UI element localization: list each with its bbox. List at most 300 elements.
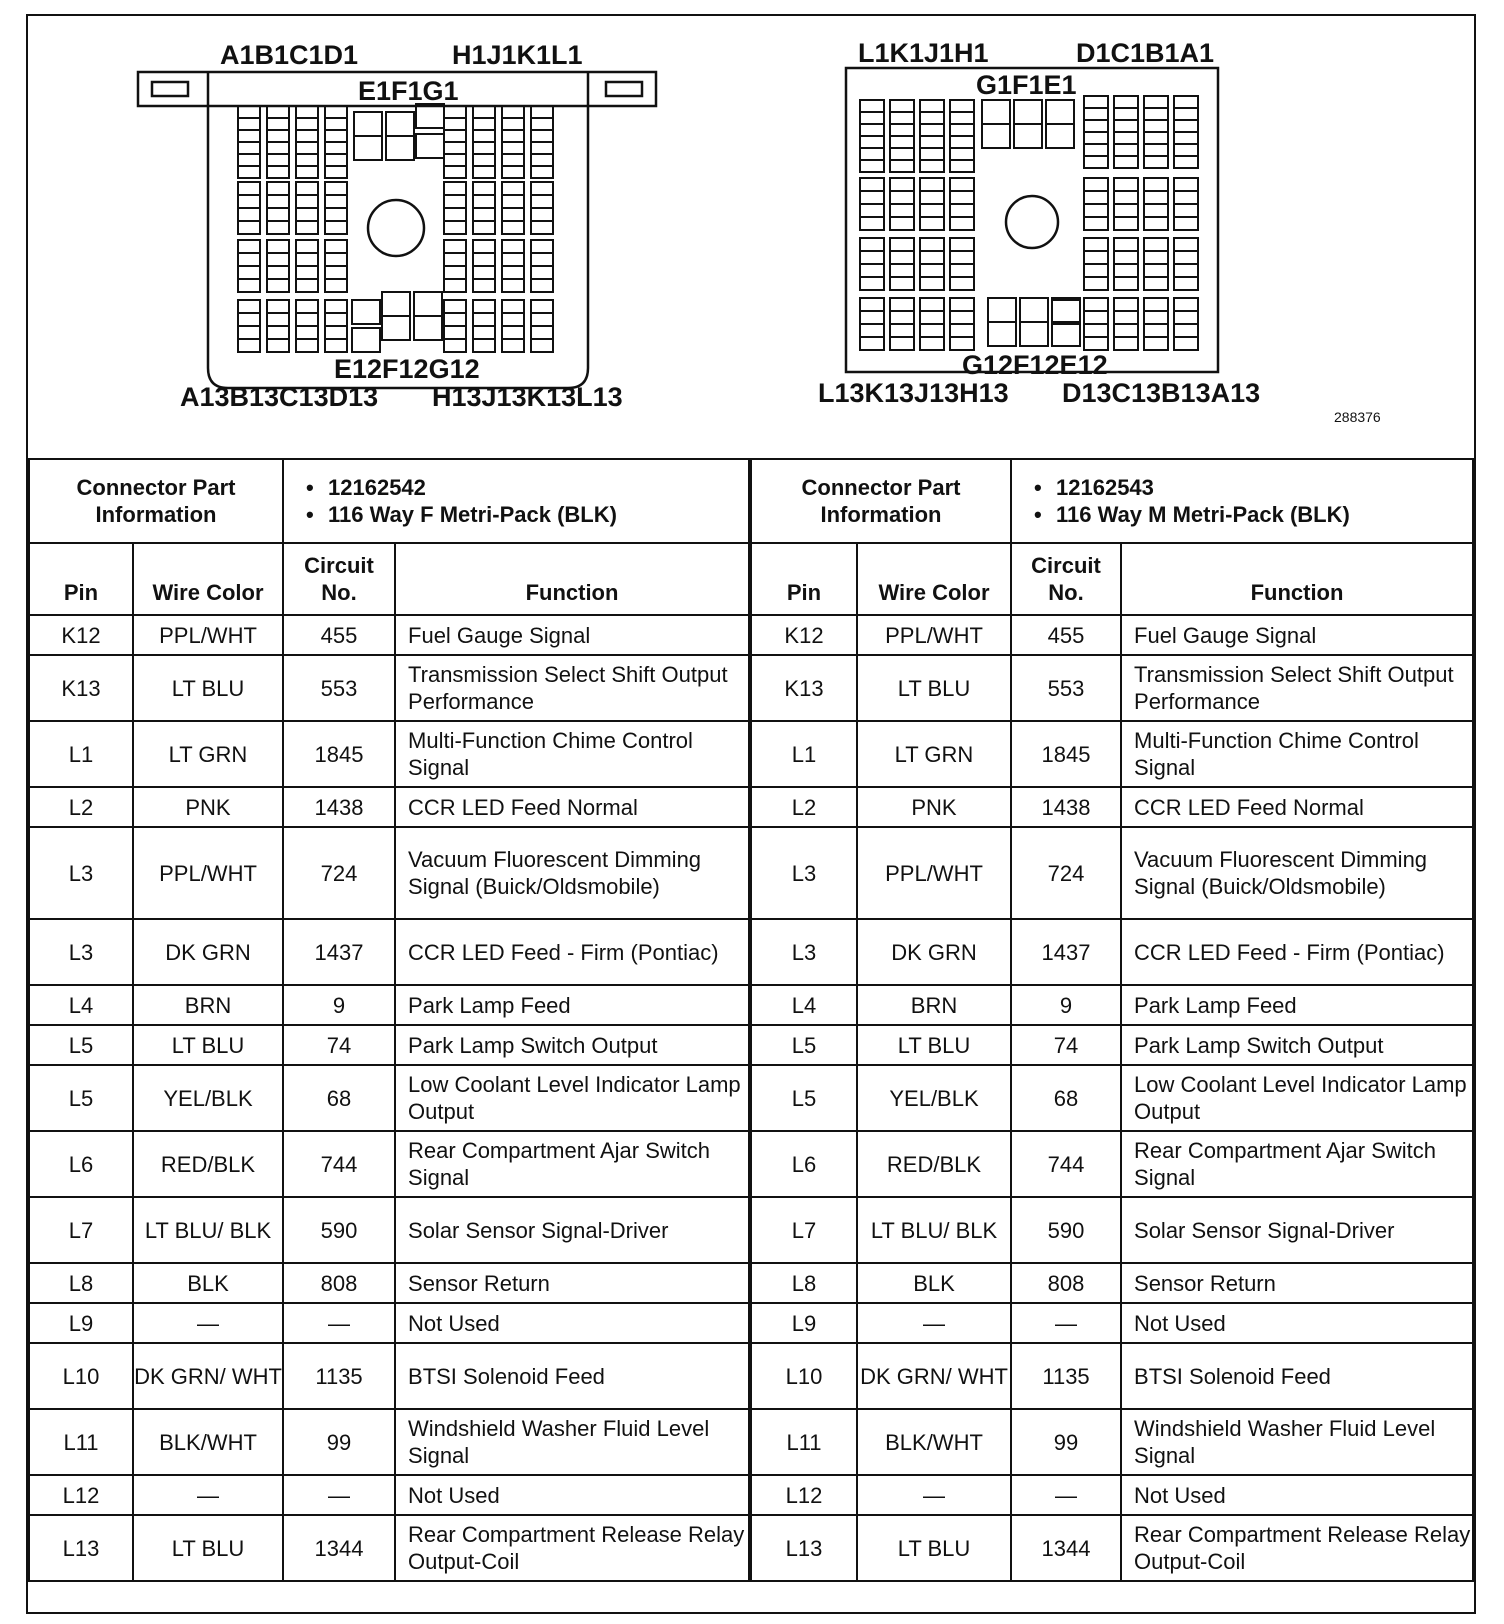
female-info-label: Connector Part Information: [29, 459, 283, 543]
circuit-cell: 74: [1011, 1025, 1121, 1065]
female-table-row: [29, 1131, 749, 1197]
pin-cavity: [502, 313, 524, 326]
col-circuit-header: Circuit No.: [1011, 543, 1121, 615]
pin-cavity: [1114, 238, 1138, 251]
pin-cavity: [473, 130, 495, 142]
pin-cell: L2: [751, 787, 857, 827]
pin-cavity: [502, 154, 524, 166]
pin-cavities: [238, 96, 1198, 352]
connector-diagram: [28, 16, 1474, 460]
pin-cavity: [1174, 251, 1198, 264]
circuit-cell: 590: [283, 1197, 395, 1263]
pin-cavity: [354, 136, 382, 160]
circuit-cell: 99: [1011, 1409, 1121, 1475]
circuit-cell: 68: [1011, 1065, 1121, 1131]
pin-cavity: [502, 130, 524, 142]
female-table-row: [29, 1303, 749, 1343]
pin-cavity: [1174, 324, 1198, 337]
pin-cavity: [267, 195, 289, 208]
pin-cavity: [296, 240, 318, 253]
pin-cavity: [325, 326, 347, 339]
pin-cavity: [1084, 251, 1108, 264]
circuit-cell: —: [1011, 1475, 1121, 1515]
pin-cavity: [296, 182, 318, 195]
pin-cavity: [950, 277, 974, 290]
circuit-cell: 808: [283, 1263, 395, 1303]
pin-cavity: [444, 154, 466, 166]
function-cell: Rear Compartment Release Relay Output-Coil: [395, 1515, 749, 1581]
pin-cavity: [1174, 277, 1198, 290]
pin-cavity: [473, 253, 495, 266]
pin-cavity: [444, 339, 466, 352]
pin-cavity: [1144, 277, 1168, 290]
pin-cavity: [1114, 132, 1138, 144]
pin-cavity: [238, 339, 260, 352]
circuit-cell: 1845: [1011, 721, 1121, 787]
wire-color-cell: LT BLU/ BLK: [857, 1197, 1011, 1263]
pin-cavity: [502, 326, 524, 339]
pin-cavity: [1174, 204, 1198, 217]
pin-cavity: [444, 240, 466, 253]
male-connector-table: [750, 458, 1474, 1582]
pin-cavity: [920, 148, 944, 160]
wire-color-cell: LT GRN: [133, 721, 283, 787]
pin-cavity: [414, 316, 442, 340]
pin-cavity: [473, 339, 495, 352]
female-table-row: [29, 827, 749, 919]
female-table-row: [29, 919, 749, 985]
female-table-row: [29, 985, 749, 1025]
pin-cell: L13: [29, 1515, 133, 1581]
function-cell: Transmission Select Shift Output Performance: [395, 655, 749, 721]
wire-color-cell: PNK: [133, 787, 283, 827]
pin-cavity: [296, 300, 318, 313]
pin-cell: L9: [29, 1303, 133, 1343]
pin-cavity: [1174, 156, 1198, 168]
pin-cavity: [1052, 298, 1080, 322]
pin-cavity: [1052, 300, 1080, 324]
female-table-row: [29, 1025, 749, 1065]
pin-cavity: [890, 217, 914, 230]
pin-cavity: [890, 112, 914, 124]
circuit-cell: 455: [1011, 615, 1121, 655]
circuit-cell: 744: [283, 1131, 395, 1197]
function-cell: BTSI Solenoid Feed: [1121, 1343, 1473, 1409]
male-info-label: Connector Part Information: [751, 459, 1011, 543]
pin-cavity: [950, 337, 974, 350]
function-cell: Solar Sensor Signal-Driver: [1121, 1197, 1473, 1263]
pin-cavity: [920, 238, 944, 251]
pin-cavity: [1114, 217, 1138, 230]
female-table-row: [29, 1409, 749, 1475]
male-table-row: [751, 1515, 1473, 1581]
pin-cavity: [502, 253, 524, 266]
pin-cavity: [296, 221, 318, 234]
female-label-bottom-center: E12F12G12: [334, 354, 480, 384]
pin-cavity: [1084, 108, 1108, 120]
pin-cell: L1: [29, 721, 133, 787]
pin-cavity: [531, 154, 553, 166]
pin-cavity: [1114, 204, 1138, 217]
pin-cavity: [1174, 144, 1198, 156]
pin-cavity: [267, 154, 289, 166]
male-table-row: [751, 721, 1473, 787]
pin-cavity: [444, 279, 466, 292]
pin-cavity: [444, 326, 466, 339]
pin-cavity: [920, 324, 944, 337]
pin-cavity: [416, 134, 444, 158]
female-connector-table: [28, 458, 750, 1582]
male-table-row: [751, 1197, 1473, 1263]
male-label-bottom-center: G12F12E12: [962, 350, 1108, 380]
pin-cavity: [1114, 337, 1138, 350]
male-table-row: [751, 827, 1473, 919]
pin-cavity: [238, 106, 260, 118]
pin-cavity: [531, 240, 553, 253]
pin-cavity: [444, 182, 466, 195]
circuit-cell: 1438: [1011, 787, 1121, 827]
pin-cavity: [238, 326, 260, 339]
pin-cavity: [1144, 204, 1168, 217]
pin-cavity: [267, 279, 289, 292]
pin-cavity: [1084, 156, 1108, 168]
pin-cavity: [890, 264, 914, 277]
male-part-number: • 12162543: [1056, 474, 1472, 501]
pin-cavity: [502, 166, 524, 178]
pin-cavity: [860, 136, 884, 148]
function-cell: Park Lamp Feed: [395, 985, 749, 1025]
male-table-row: [751, 787, 1473, 827]
pin-cavity: [1084, 120, 1108, 132]
pin-cavity: [473, 266, 495, 279]
pin-cell: L3: [751, 919, 857, 985]
pin-cavity: [1114, 178, 1138, 191]
function-cell: Vacuum Fluorescent Dimming Signal (Buick/Oldsmobile): [1121, 827, 1473, 919]
pin-cavity: [296, 313, 318, 326]
female-header-row: [29, 543, 749, 615]
pin-cavity: [382, 292, 410, 316]
pin-cavity: [920, 251, 944, 264]
pin-cavity: [890, 251, 914, 264]
female-part-description: • 116 Way F Metri-Pack (BLK): [328, 501, 748, 528]
pin-cell: L8: [751, 1263, 857, 1303]
pin-cavity: [860, 148, 884, 160]
function-cell: CCR LED Feed Normal: [1121, 787, 1473, 827]
pin-cavity: [950, 311, 974, 324]
pin-cavity: [473, 142, 495, 154]
function-cell: Rear Compartment Ajar Switch Signal: [395, 1131, 749, 1197]
pin-cavity: [1114, 191, 1138, 204]
pin-cavity: [296, 326, 318, 339]
pin-cavity: [325, 240, 347, 253]
pin-cavity: [1144, 337, 1168, 350]
pin-cavity: [502, 208, 524, 221]
function-cell: Fuel Gauge Signal: [1121, 615, 1473, 655]
pin-cavity: [950, 112, 974, 124]
pin-cavity: [950, 238, 974, 251]
pin-cavity: [238, 118, 260, 130]
pin-cavity: [502, 221, 524, 234]
pin-cavity: [1174, 238, 1198, 251]
circuit-cell: 9: [1011, 985, 1121, 1025]
pin-cavity: [1114, 277, 1138, 290]
pin-cavity: [1020, 322, 1048, 346]
pin-cavity: [267, 253, 289, 266]
pin-cavity: [238, 208, 260, 221]
pin-cavity: [325, 195, 347, 208]
male-label-top-center: G1F1E1: [976, 70, 1077, 100]
pin-cell: L4: [29, 985, 133, 1025]
pin-cavity: [1174, 264, 1198, 277]
female-table-row: [29, 787, 749, 827]
pin-cell: K13: [29, 655, 133, 721]
pin-cavity: [296, 154, 318, 166]
female-label-top-right: H1J1K1L1: [452, 40, 583, 70]
pin-cavity: [238, 182, 260, 195]
pin-cavity: [502, 279, 524, 292]
pin-cavity: [352, 300, 380, 324]
pin-cavity: [1084, 178, 1108, 191]
wire-color-cell: RED/BLK: [133, 1131, 283, 1197]
pin-cavity: [473, 154, 495, 166]
col-wire-color-header: Wire Color: [133, 543, 283, 615]
female-part-number: • 12162542: [328, 474, 748, 501]
male-table-row: [751, 1303, 1473, 1343]
connector-sheet: [26, 14, 1476, 1614]
pin-cavity: [950, 136, 974, 148]
col-function-header: Function: [395, 543, 749, 615]
pin-cavity: [1084, 144, 1108, 156]
pin-cavity: [502, 300, 524, 313]
pin-cavity: [416, 104, 444, 128]
function-cell: Not Used: [395, 1303, 749, 1343]
wire-color-cell: LT BLU: [857, 1515, 1011, 1581]
wire-color-cell: LT GRN: [857, 721, 1011, 787]
pin-cavity: [1144, 108, 1168, 120]
function-cell: Transmission Select Shift Output Performance: [1121, 655, 1473, 721]
function-cell: Multi-Function Chime Control Signal: [1121, 721, 1473, 787]
pin-cavity: [1084, 191, 1108, 204]
circuit-cell: 9: [283, 985, 395, 1025]
male-header-row: [751, 543, 1473, 615]
pin-cavity: [267, 130, 289, 142]
circuit-cell: 1438: [283, 787, 395, 827]
pin-cavity: [1114, 108, 1138, 120]
female-label-top-center: E1F1G1: [358, 76, 459, 106]
pin-cavity: [920, 100, 944, 112]
male-label-top-left: L1K1J1H1: [858, 38, 989, 68]
pin-cavity: [1114, 156, 1138, 168]
pin-cavity: [238, 266, 260, 279]
pin-cavity: [860, 191, 884, 204]
female-table-row: [29, 721, 749, 787]
pin-cavity: [950, 204, 974, 217]
pin-cavity: [296, 195, 318, 208]
male-part-details: [1011, 459, 1473, 543]
pin-cavity: [238, 313, 260, 326]
male-table-row: [751, 1263, 1473, 1303]
pin-cavity: [950, 124, 974, 136]
pin-cavity: [473, 182, 495, 195]
connector-drawing: [28, 16, 1474, 458]
female-part-details: [283, 459, 749, 543]
circuit-cell: 1437: [283, 919, 395, 985]
male-label-bottom-left: L13K13J13H13: [818, 378, 1009, 408]
col-function-header: Function: [1121, 543, 1473, 615]
wire-color-cell: RED/BLK: [857, 1131, 1011, 1197]
wire-color-cell: LT BLU: [133, 1515, 283, 1581]
pin-cavity: [890, 124, 914, 136]
pin-cavity: [1084, 238, 1108, 251]
pin-cavity: [473, 106, 495, 118]
pin-cavity: [950, 148, 974, 160]
female-pin-rows: [29, 615, 749, 1581]
function-cell: Windshield Washer Fluid Level Signal: [395, 1409, 749, 1475]
pin-cavity: [531, 166, 553, 178]
pin-cavity: [531, 339, 553, 352]
pin-cavity: [267, 142, 289, 154]
pin-cavity: [920, 136, 944, 148]
wire-color-cell: PPL/WHT: [133, 615, 283, 655]
pin-cell: L10: [29, 1343, 133, 1409]
function-cell: CCR LED Feed - Firm (Pontiac): [1121, 919, 1473, 985]
pin-cavity: [414, 292, 442, 316]
pin-cell: L7: [751, 1197, 857, 1263]
pin-cavity: [296, 279, 318, 292]
pin-cavity: [920, 264, 944, 277]
pin-cell: L10: [751, 1343, 857, 1409]
pin-cavity: [1144, 132, 1168, 144]
wire-color-cell: DK GRN/ WHT: [857, 1343, 1011, 1409]
pin-cavity: [296, 266, 318, 279]
male-table-row: [751, 1343, 1473, 1409]
pin-cavity: [238, 300, 260, 313]
circuit-cell: 553: [1011, 655, 1121, 721]
pin-cavity: [1084, 337, 1108, 350]
wire-color-cell: YEL/BLK: [133, 1065, 283, 1131]
pin-cavity: [1174, 178, 1198, 191]
pin-cell: L13: [751, 1515, 857, 1581]
pin-cavity: [890, 311, 914, 324]
pin-cavity: [296, 142, 318, 154]
male-table-row: [751, 985, 1473, 1025]
pin-cavity: [267, 106, 289, 118]
pin-cavity: [920, 298, 944, 311]
pin-cavity: [1144, 298, 1168, 311]
pin-cavity: [1084, 96, 1108, 108]
pin-cavity: [382, 316, 410, 340]
pin-cavity: [325, 118, 347, 130]
pin-cell: L1: [751, 721, 857, 787]
pin-cavity: [1174, 337, 1198, 350]
pin-cavity: [860, 178, 884, 191]
pin-cavity: [890, 324, 914, 337]
circuit-cell: 1845: [283, 721, 395, 787]
pin-cavity: [502, 142, 524, 154]
pin-cavity: [950, 178, 974, 191]
pin-cavity: [531, 313, 553, 326]
pin-cell: K12: [29, 615, 133, 655]
pin-cavity: [890, 298, 914, 311]
pin-cavity: [1144, 96, 1168, 108]
pin-cavity: [1174, 311, 1198, 324]
pin-cavity: [238, 166, 260, 178]
pin-cell: L6: [29, 1131, 133, 1197]
wire-color-cell: LT BLU: [133, 655, 283, 721]
wire-color-cell: BRN: [133, 985, 283, 1025]
pin-cavity: [267, 208, 289, 221]
wire-color-cell: LT BLU: [857, 655, 1011, 721]
pin-cavity: [1084, 277, 1108, 290]
pin-cavity: [267, 313, 289, 326]
pin-cavity: [860, 160, 884, 172]
pin-cavity: [296, 208, 318, 221]
female-table-row: [29, 655, 749, 721]
pin-cavity: [444, 130, 466, 142]
col-pin-header: Pin: [29, 543, 133, 615]
male-table-row: [751, 615, 1473, 655]
pin-cavity: [531, 106, 553, 118]
female-table-row: [29, 1197, 749, 1263]
pin-cavity: [238, 221, 260, 234]
pin-cavity: [238, 240, 260, 253]
pin-cavity: [860, 311, 884, 324]
male-label-top-right: D1C1B1A1: [1076, 38, 1215, 68]
wire-color-cell: —: [857, 1303, 1011, 1343]
pin-cell: L4: [751, 985, 857, 1025]
wire-color-cell: BLK/WHT: [133, 1409, 283, 1475]
pin-cavity: [267, 182, 289, 195]
pin-cavity: [1014, 100, 1042, 124]
pin-cavity: [444, 313, 466, 326]
circuit-cell: 1135: [283, 1343, 395, 1409]
pin-cavity: [267, 118, 289, 130]
pin-cavity: [950, 160, 974, 172]
circuit-cell: 590: [1011, 1197, 1121, 1263]
pin-cell: L12: [751, 1475, 857, 1515]
wire-color-cell: PNK: [857, 787, 1011, 827]
pin-cavity: [1174, 191, 1198, 204]
pin-cavity: [473, 166, 495, 178]
circuit-cell: 74: [283, 1025, 395, 1065]
pin-cavity: [238, 142, 260, 154]
pin-cell: L7: [29, 1197, 133, 1263]
pin-cavity: [988, 298, 1016, 322]
pin-cavity: [890, 178, 914, 191]
circuit-cell: 1344: [283, 1515, 395, 1581]
function-cell: Windshield Washer Fluid Level Signal: [1121, 1409, 1473, 1475]
pin-cavity: [325, 253, 347, 266]
pin-cavity: [1144, 178, 1168, 191]
wire-color-cell: BLK/WHT: [857, 1409, 1011, 1475]
pin-cavity: [296, 253, 318, 266]
wire-color-cell: —: [857, 1475, 1011, 1515]
pin-cavity: [238, 154, 260, 166]
pin-cavity: [860, 324, 884, 337]
pin-cavity: [473, 118, 495, 130]
female-label-bottom-left: A13B13C13D13: [180, 382, 379, 412]
circuit-cell: 68: [283, 1065, 395, 1131]
figure-id-number: 288376: [1334, 409, 1381, 425]
function-cell: Rear Compartment Ajar Switch Signal: [1121, 1131, 1473, 1197]
pin-cavity: [890, 160, 914, 172]
female-table-row: [29, 1343, 749, 1409]
pin-cell: L11: [751, 1409, 857, 1475]
pin-cavity: [920, 337, 944, 350]
pin-cavity: [325, 339, 347, 352]
pin-cavity: [1144, 144, 1168, 156]
pin-cavity: [531, 221, 553, 234]
